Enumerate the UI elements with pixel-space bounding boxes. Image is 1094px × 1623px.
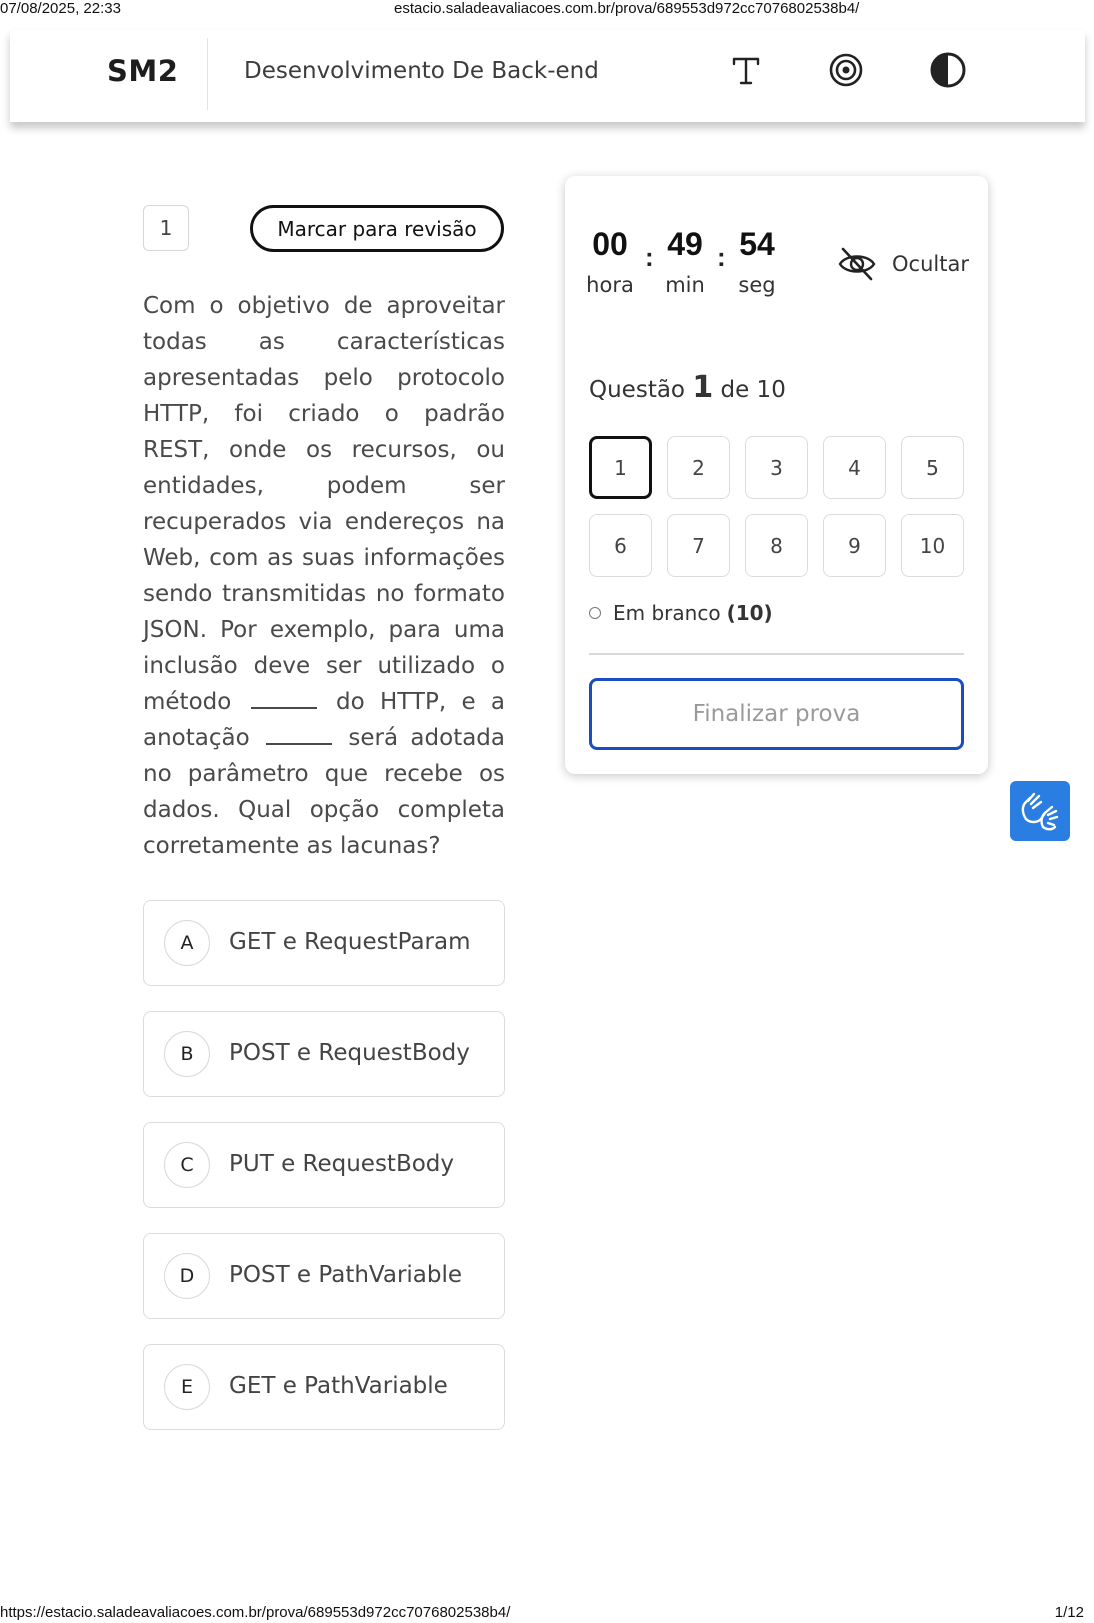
top-bar — [10, 30, 1085, 122]
course-title: Desenvolvimento De Back-end — [244, 58, 599, 84]
panel-divider — [589, 653, 964, 655]
option-text: GET e RequestParam — [229, 929, 471, 955]
timer-separator: : — [645, 242, 654, 272]
option-b[interactable] — [143, 1011, 505, 1097]
text-size-button[interactable] — [726, 50, 766, 90]
question-counter — [589, 370, 786, 405]
question-nav-8[interactable]: 8 — [745, 514, 808, 577]
exam-panel — [565, 176, 988, 774]
question-text-part2: do HTTP, e a anotação — [143, 689, 506, 751]
blank-line-1 — [251, 706, 317, 709]
option-text: GET e PathVariable — [229, 1373, 448, 1399]
target-icon — [826, 50, 866, 90]
timer-hours-label: hora — [586, 273, 634, 297]
option-text: POST e RequestBody — [229, 1040, 470, 1066]
timer-seconds-label: seg — [738, 273, 776, 297]
option-letter: E — [164, 1364, 210, 1410]
contrast-button[interactable] — [928, 50, 968, 90]
option-e[interactable] — [143, 1344, 505, 1430]
text-size-icon — [726, 50, 766, 90]
timer-minutes-label: min — [665, 273, 705, 297]
question-counter-suffix: de 10 — [720, 377, 786, 403]
hide-timer-label: Ocultar — [892, 252, 969, 276]
question-nav-4[interactable]: 4 — [823, 436, 886, 499]
contrast-icon — [928, 50, 968, 90]
option-d[interactable] — [143, 1233, 505, 1319]
question-text-part3: será adotada no parâmetro que recebe os dados. Qual opção completa corretamente as lacunas? — [143, 725, 505, 859]
question-nav-5[interactable]: 5 — [901, 436, 964, 499]
focus-mode-button[interactable] — [826, 50, 866, 90]
blank-line-2 — [266, 742, 332, 745]
option-letter: D — [164, 1253, 210, 1299]
option-a[interactable] — [143, 900, 505, 986]
print-header — [0, 0, 1094, 16]
print-page-number: 1/12 — [1054, 1604, 1084, 1621]
question-nav-2[interactable]: 2 — [667, 436, 730, 499]
question-nav-10[interactable]: 10 — [901, 514, 964, 577]
hide-timer-button[interactable] — [837, 244, 972, 284]
print-datetime: 07/08/2025, 22:33 — [0, 0, 121, 17]
question-nav-1[interactable]: 1 — [589, 436, 652, 499]
finish-exam-button[interactable]: Finalizar prova — [589, 678, 964, 750]
question-nav-6[interactable]: 6 — [589, 514, 652, 577]
option-text: PUT e RequestBody — [229, 1151, 455, 1177]
sign-language-button[interactable] — [1010, 781, 1070, 841]
eye-off-icon — [837, 244, 877, 284]
brand-divider — [207, 38, 208, 110]
question-text-part1: Com o objetivo de aproveitar todas as características apresentadas pelo protocolo HTTP, foi criado o padrão REST, onde os recursos, ou entidades, podem ser recuperados via endereços na Web, com as suas informações sendo transmitidas no formato JSON. Por exemplo, para uma inclusão deve ser utilizado o método — [143, 293, 505, 715]
question-nav-9[interactable]: 9 — [823, 514, 886, 577]
option-text: POST e PathVariable — [229, 1262, 463, 1288]
timer-minutes: 49 — [667, 226, 703, 262]
question-nav-7[interactable]: 7 — [667, 514, 730, 577]
question-nav-3[interactable]: 3 — [745, 436, 808, 499]
blank-status — [589, 601, 773, 625]
question-text — [143, 288, 505, 864]
print-footer — [0, 1604, 1094, 1620]
question-number: 1 — [143, 205, 189, 251]
question-counter-prefix: Questão — [589, 377, 685, 403]
timer-hours: 00 — [592, 226, 628, 262]
timer-seconds: 54 — [739, 226, 775, 262]
question-counter-current: 1 — [692, 370, 714, 405]
option-letter: A — [164, 920, 210, 966]
blank-status-dot-icon — [589, 607, 601, 619]
blank-status-count: (10) — [726, 601, 773, 625]
option-letter: B — [164, 1031, 210, 1077]
print-footer-url: https://estacio.saladeavaliacoes.com.br/prova/689553d972cc7076802538b4/ — [0, 1604, 511, 1621]
option-letter: C — [164, 1142, 210, 1188]
print-url: estacio.saladeavaliacoes.com.br/prova/689553d972cc7076802538b4/ — [394, 0, 860, 17]
mark-for-review-button[interactable]: Marcar para revisão — [250, 205, 504, 252]
option-c[interactable] — [143, 1122, 505, 1208]
brand-logo: SM2 — [107, 54, 179, 88]
blank-status-label: Em branco — [613, 601, 721, 625]
sign-language-icon — [1010, 781, 1070, 841]
timer-separator: : — [717, 242, 726, 272]
